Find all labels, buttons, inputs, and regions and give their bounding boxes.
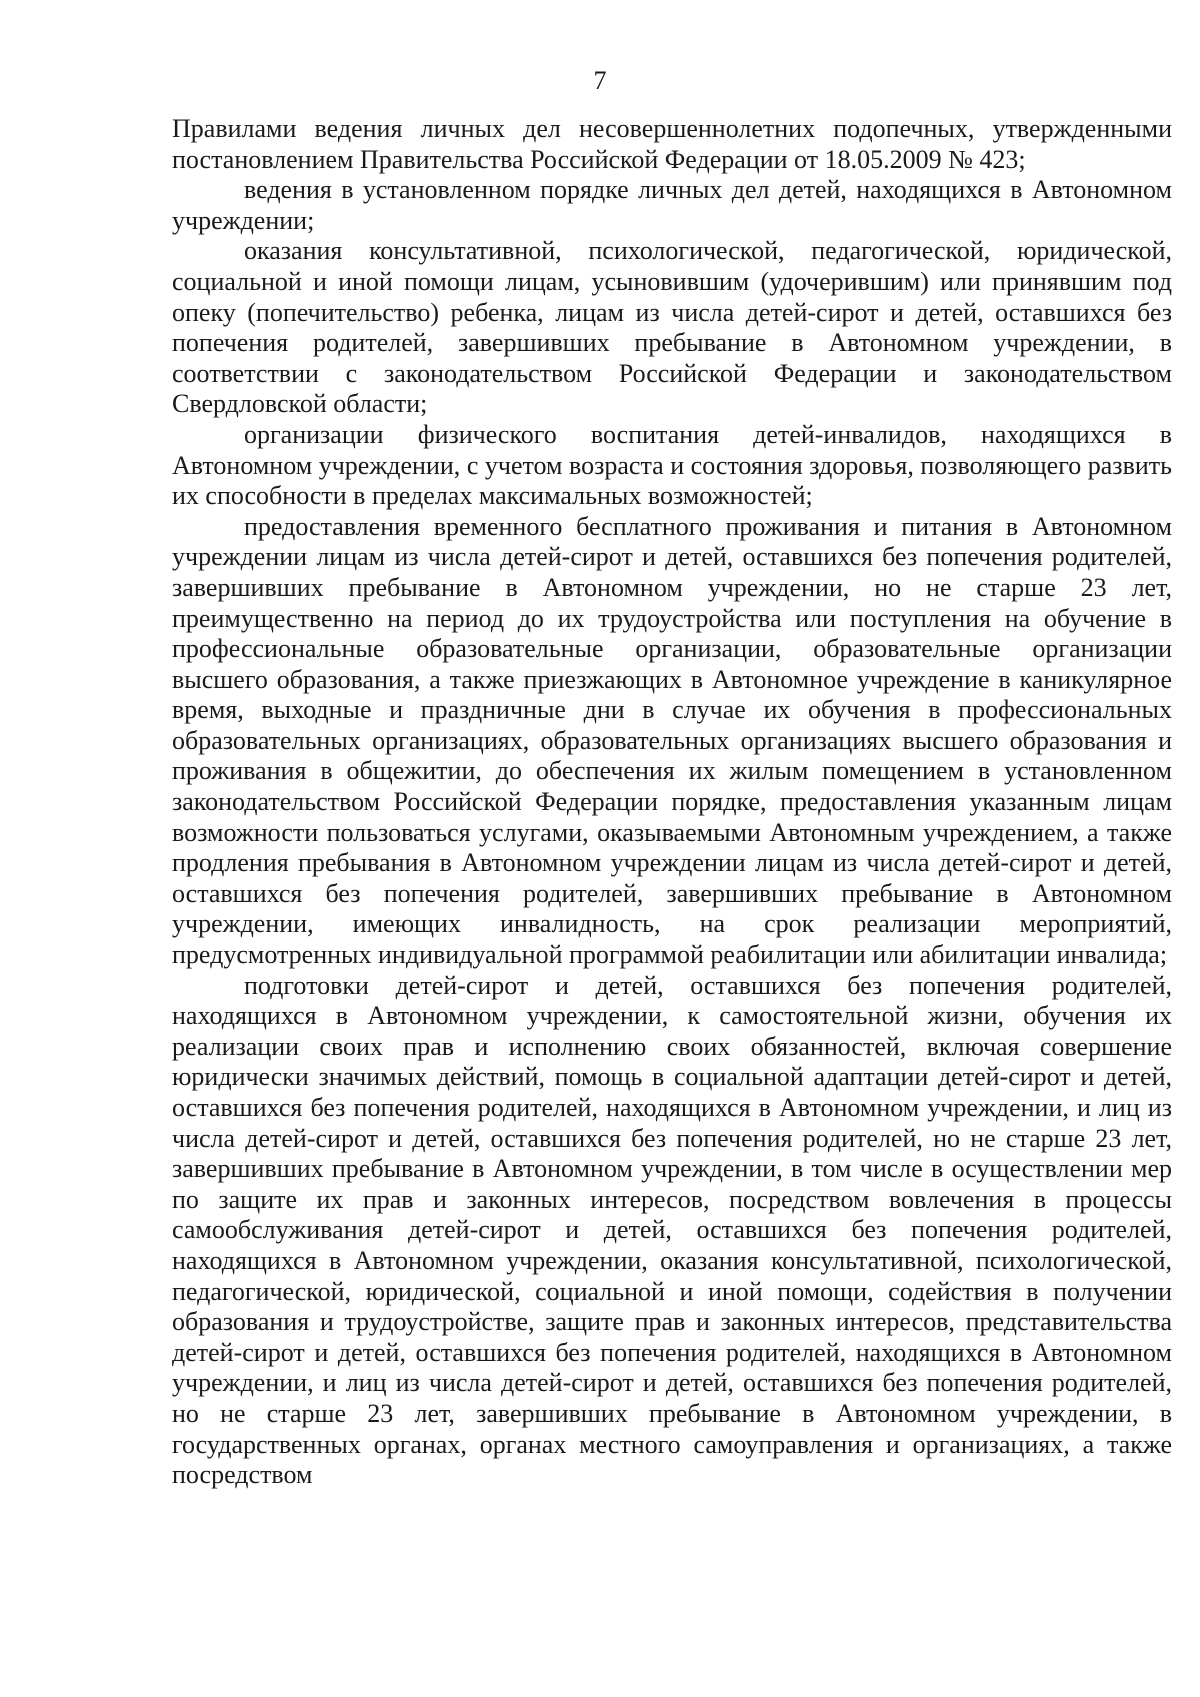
- paragraph-personal-files: ведения в установленном порядке личных дел детей, находящихся в Автономном учреждении;: [172, 175, 1172, 235]
- paragraph-consultative-help: оказания консультативной, психологической, педагогической, юридической, социальной и иной помощи лицам, усыновившим (удочерившим) или принявшим под опеку (попечительство) ребенка, лицам из числа детей-сирот и детей, оставшихся без попечения родителей, завершивших пребывание в Автономном учреждении, в соответствии с законодательством Российской Федерации и законодательством Свердловской области;: [172, 236, 1172, 419]
- paragraph-rules-continuation: Правилами ведения личных дел несовершеннолетних подопечных, утвержденными постановлением Правительства Российской Федерации от 18.05.2009 № 423;: [172, 114, 1172, 174]
- page-number: 7: [593, 66, 607, 95]
- paragraph-temporary-accommodation: предоставления временного бесплатного проживания и питания в Автономном учреждении лицам из числа детей-сирот и детей, оставшихся без попечения родителей, завершивших пребывание в Автономном учреждении, но не старше 23 лет, преимущественно на период до их трудоустройства или поступления на обучение в профессиональные образовательные организации, образовательные организации высшего образования, а также приезжающих в Автономное учреждение в каникулярное время, выходные и праздничные дни в случае их обучения в профессиональных образовательных организациях, образовательных организациях высшего образования и проживания в общежитии, до обеспечения их жилым помещением в установленном законодательством Российской Федерации порядке, предоставления указанным лицам возможности пользоваться услугами, оказываемыми Автономным учреждением, а также продления пребывания в Автономном учреждении лицам из числа детей-сирот и детей, оставшихся без попечения родителей, завершивших пребывание в Автономном учреждении, имеющих инвалидность, на срок реализации мероприятий, предусмотренных индивидуальной программой реабилитации или абилитации инвалида;: [172, 511, 1172, 970]
- paragraph-preparation-for-independent-life: подготовки детей-сирот и детей, оставшихся без попечения родителей, находящихся в Автономном учреждении, к самостоятельной жизни, обучения их реализации своих прав и исполнению своих обязанностей, включая совершение юридически значимых действий, помощь в социальной адаптации детей-сирот и детей, оставшихся без попечения родителей, находящихся в Автономном учреждении, и лиц из числа детей-сирот и детей, оставшихся без попечения родителей, но не старше 23 лет, завершивших пребывание в Автономном учреждении, в том числе в осуществлении мер по защите их прав и законных интересов, посредством вовлечения в процессы самообслуживания детей-сирот и детей, оставшихся без попечения родителей, находящихся в Автономном учреждении, оказания консультативной, психологической, педагогической, юридической, социальной и иной помощи, содействия в получении образования и трудоустройстве, защите прав и законных интересов, представительства детей-сирот и детей, оставшихся без попечения родителей, находящихся в Автономном учреждении, и лиц из числа детей-сирот и детей, оставшихся без попечения родителей, но не старше 23 лет, завершивших пребывание в Автономном учреждении, в государственных органах, органах местного самоуправления и организациях, а также посредством: [172, 970, 1172, 1490]
- document-body: [172, 114, 1172, 1491]
- paragraph-physical-education: организации физического воспитания детей-инвалидов, находящихся в Автономном учреждении, с учетом возраста и состояния здоровья, позволяющего развить их способности в пределах максимальных возможностей;: [172, 419, 1172, 511]
